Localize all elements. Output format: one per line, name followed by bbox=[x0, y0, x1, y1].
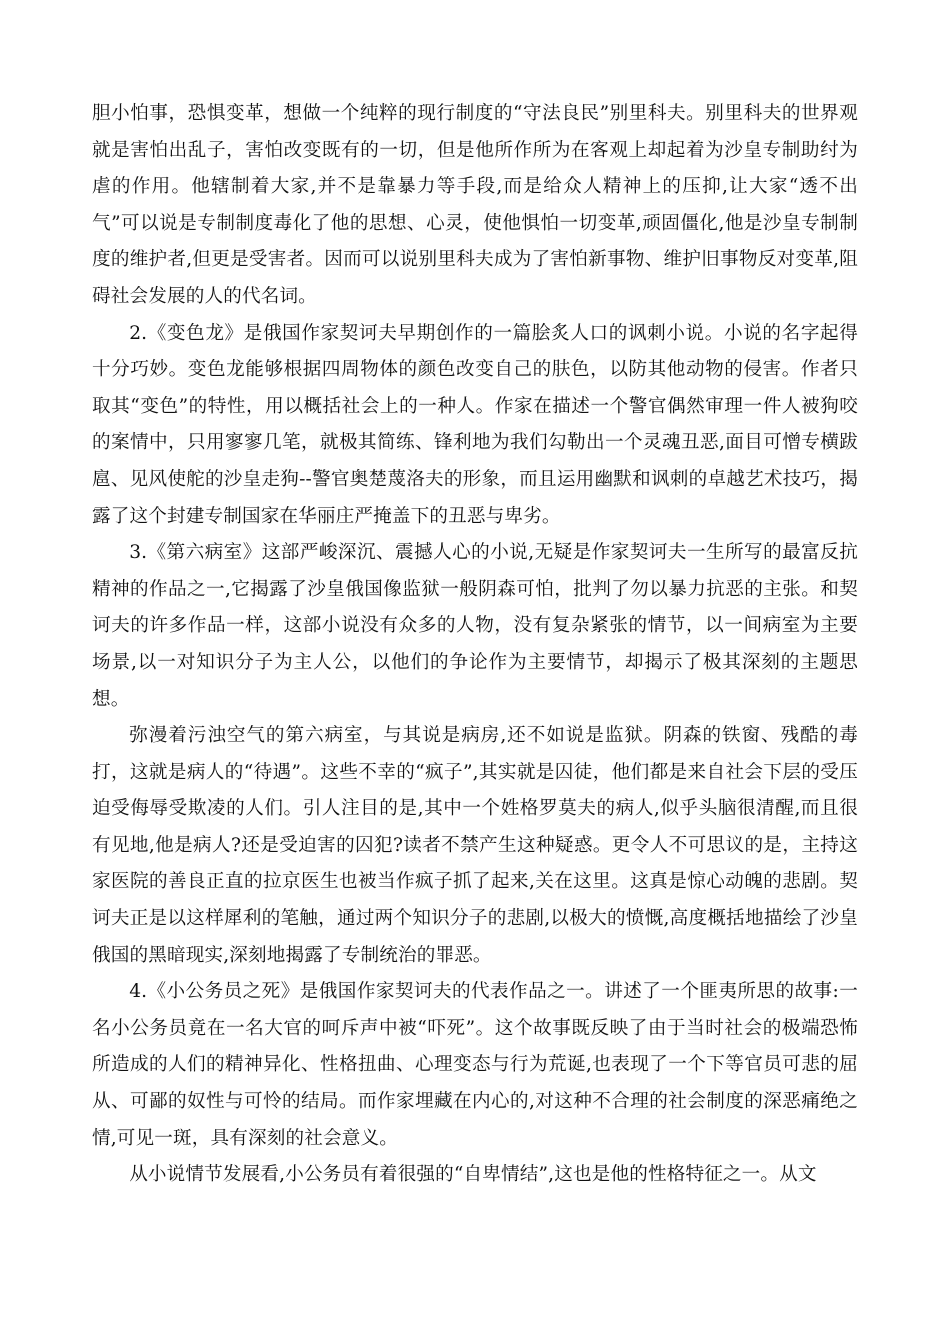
paragraph-death-of-clerk: 4.《小公务员之死》是俄国作家契诃夫的代表作品之一。讲述了一个匪夷所思的故事:一名小公务员竟在一名大官的呵斥声中被“吓死”。这个故事既反映了由于当时社会的极端恐怖所造成的人们的精神异化、性格扭曲、心理变态与行为荒诞,也表现了一个下等官员可悲的屈从、可鄙的奴性与可怜的结局。而作家埋藏在内心的,对这种不合理的社会制度的深恶痛绝之情,可见一斑，具有深刻的社会意义。 bbox=[92, 981, 858, 1149]
document-page bbox=[92, 96, 858, 1194]
paragraph-ward-six-analysis: 弥漫着污浊空气的第六病室，与其说是病房,还不如说是监狱。阴森的铁窗、残酷的毒打，这就是病人的“待遇”。这些不幸的“疯子”,其实就是囚徒，他们都是来自社会下层的受压迫受侮辱受欺凌的人们。引人注目的是,其中一个姓格罗莫夫的病人,似乎头脑很清醒,而且很有见地,他是病人?还是受迫害的囚犯?读者不禁产生这种疑惑。更令人不可思议的是，主持这家医院的善良正直的拉京医生也被当作疯子抓了起来,关在这里。这真是惊心动魄的悲剧。契诃夫正是以这样犀利的笔触，通过两个知识分子的悲剧,以极大的愤慨,高度概括地描绘了沙皇俄国的黑暗现实,深刻地揭露了专制统治的罪恶。 bbox=[92, 725, 858, 966]
paragraph-belikov-conclusion: 胆小怕事，恐惧变革，想做一个纯粹的现行制度的“守法良民”别里科夫。别里科夫的世界观就是害怕出乱子，害怕改变既有的一切，但是他所作所为在客观上却起着为沙皇专制助纣为虐的作用。他辖制着大家,并不是靠暴力等手段,而是给众人精神上的压抑,让大家“透不出气”可以说是专制制度毒化了他的思想、心灵，使他惧怕一切变革,顽固僵化,他是沙皇专制制度的维护者,但更是受害者。因而可以说别里科夫成为了害怕新事物、维护旧事物反对变革,阻碍社会发展的人的代名词。 bbox=[92, 103, 858, 307]
paragraph-clerk-inferiority: 从小说情节发展看,小公务员有着很强的“自卑情结”,这也是他的性格特征之一。从文 bbox=[129, 1164, 817, 1186]
paragraph-ward-six: 3.《第六病室》这部严峻深沉、震撼人心的小说,无疑是作家契诃夫一生所写的最富反抗精神的作品之一,它揭露了沙皇俄国像监狱一般阴森可怕，批判了勿以暴力抗恶的主张。和契诃夫的许多作品一样，这部小说没有众多的人物，没有复杂紧张的情节，以一间病室为主要场景,以一对知识分子为主人公，以他们的争论作为主要情节，却揭示了极其深刻的主题思想。 bbox=[92, 542, 858, 710]
paragraph-chameleon: 2.《变色龙》是俄国作家契诃夫早期创作的一篇脍炙人口的讽刺小说。小说的名字起得十分巧妙。变色龙能够根据四周物体的颜色改变自己的肤色，以防其他动物的侵害。作者只取其“变色”的特性，用以概括社会上的一种人。作家在描述一个警官偶然审理一件人被狗咬的案情中，只用寥寥几笔，就极其简练、锋利地为我们勾勒出一个灵魂丑恶,面目可憎专横跋扈、见风使舵的沙皇走狗--警官奥楚蔑洛夫的形象，而且运用幽默和讽刺的卓越艺术技巧，揭露了这个封建专制国家在华丽庄严掩盖下的丑恶与卑劣。 bbox=[92, 322, 858, 527]
